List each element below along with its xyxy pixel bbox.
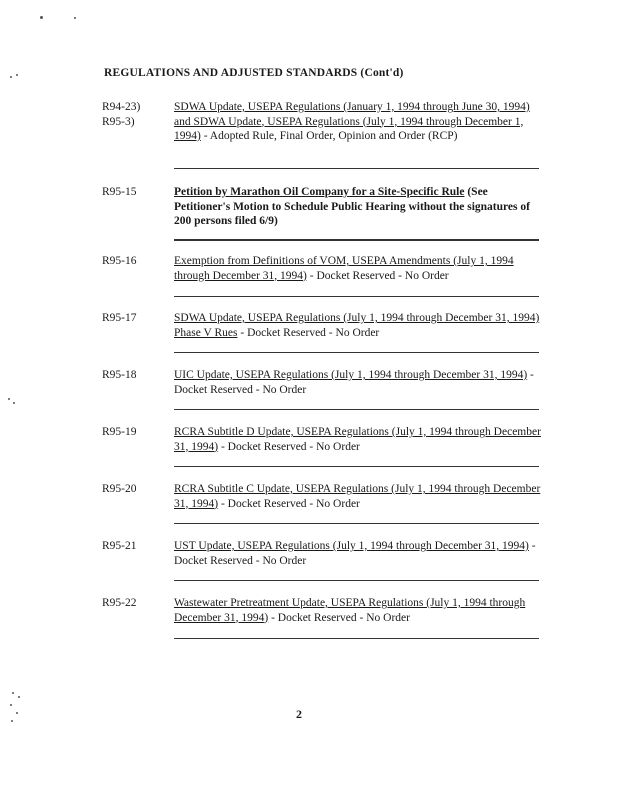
docket-title-link[interactable]: SDWA Update, USEPA Regulations (January 1, 1994 through June 30, 1994) and SDWA Update, USEPA Regulations (July 1, 1994 through December 1, 1994) xyxy=(174,101,530,142)
divider xyxy=(174,638,539,639)
scan-speck xyxy=(13,402,15,404)
docket-number: R94-23) R95-3) xyxy=(102,101,141,128)
docket-status: - Docket Reserved - No Order xyxy=(218,497,360,510)
docket-description xyxy=(174,254,542,283)
divider xyxy=(174,239,539,241)
page-number: 2 xyxy=(296,707,302,721)
docket-number: R95-16 xyxy=(102,255,137,267)
docket-number: R95-21 xyxy=(102,540,137,552)
scan-speck xyxy=(74,17,76,19)
docket-status: - Docket Reserved - No Order xyxy=(174,540,536,567)
docket-description xyxy=(174,185,542,229)
scan-speck xyxy=(40,16,43,19)
docket-title-link[interactable]: UIC Update, USEPA Regulations (July 1, 1994 through December 31, 1994) xyxy=(174,369,528,381)
scan-speck xyxy=(16,74,18,76)
section-heading: REGULATIONS AND ADJUSTED STANDARDS (Cont'd) xyxy=(104,67,404,79)
divider xyxy=(174,466,539,467)
docket-number: R95-17 xyxy=(102,312,137,324)
divider xyxy=(174,409,539,410)
docket-title-link[interactable]: RCRA Subtitle C Update, USEPA Regulations (July 1, 1994 through December 31, 1994) xyxy=(174,483,541,510)
docket-title-link[interactable]: UST Update, USEPA Regulations (July 1, 1994 through December 31, 1994) xyxy=(174,540,529,552)
docket-title-link[interactable]: RCRA Subtitle D Update, USEPA Regulations (July 1, 1994 through December 31, 1994) xyxy=(174,426,541,453)
divider xyxy=(174,296,539,297)
docket-status: - Docket Reserved - No Order xyxy=(174,369,534,396)
docket-description xyxy=(174,425,542,454)
scan-speck xyxy=(18,696,20,698)
scan-speck xyxy=(16,712,18,714)
docket-number: R95-22 xyxy=(102,597,137,609)
docket-status: (See Petitioner's Motion to Schedule Public Hearing without the signatures of 200 persons filed 6/9) xyxy=(174,186,530,227)
divider xyxy=(174,580,539,581)
docket-description xyxy=(174,482,542,511)
docket-status: - Docket Reserved - No Order xyxy=(268,611,410,624)
docket-number: R95-20 xyxy=(102,483,137,495)
divider xyxy=(174,352,539,353)
docket-title-link[interactable]: Wastewater Pretreatment Update, USEPA Regulations (July 1, 1994 through December 31, 1994) xyxy=(174,597,526,624)
docket-status: - Docket Reserved - No Order xyxy=(218,440,360,453)
docket-number: R95-15 xyxy=(102,186,137,198)
docket-status: - Docket Reserved - No Order xyxy=(306,269,449,282)
docket-status: - Adopted Rule, Final Order, Opinion and Order (RCP) xyxy=(200,130,458,142)
scan-speck xyxy=(8,398,10,400)
docket-title-link[interactable]: Exemption from Definitions of VOM, USEPA Amendments (July 1, 1994 through December 31, 1994) xyxy=(174,255,514,282)
docket-number: R95-19 xyxy=(102,426,137,438)
docket-description xyxy=(174,368,542,397)
docket-description xyxy=(174,539,542,568)
divider xyxy=(174,523,539,524)
docket-description xyxy=(174,100,542,144)
docket-description xyxy=(174,311,542,340)
divider xyxy=(174,168,539,169)
scan-speck xyxy=(10,76,12,78)
docket-title-link[interactable]: SDWA Update, USEPA Regulations (July 1, 1994 through December 31, 1994) Phase V Rues xyxy=(174,312,540,339)
docket-description xyxy=(174,596,542,625)
scan-speck xyxy=(11,720,13,722)
docket-number: R95-18 xyxy=(102,369,137,381)
scan-speck xyxy=(10,704,12,706)
docket-title-link[interactable]: Petition by Marathon Oil Company for a Site-Specific Rule xyxy=(174,186,465,198)
scan-speck xyxy=(12,692,14,694)
docket-status: - Docket Reserved - No Order xyxy=(237,326,380,339)
